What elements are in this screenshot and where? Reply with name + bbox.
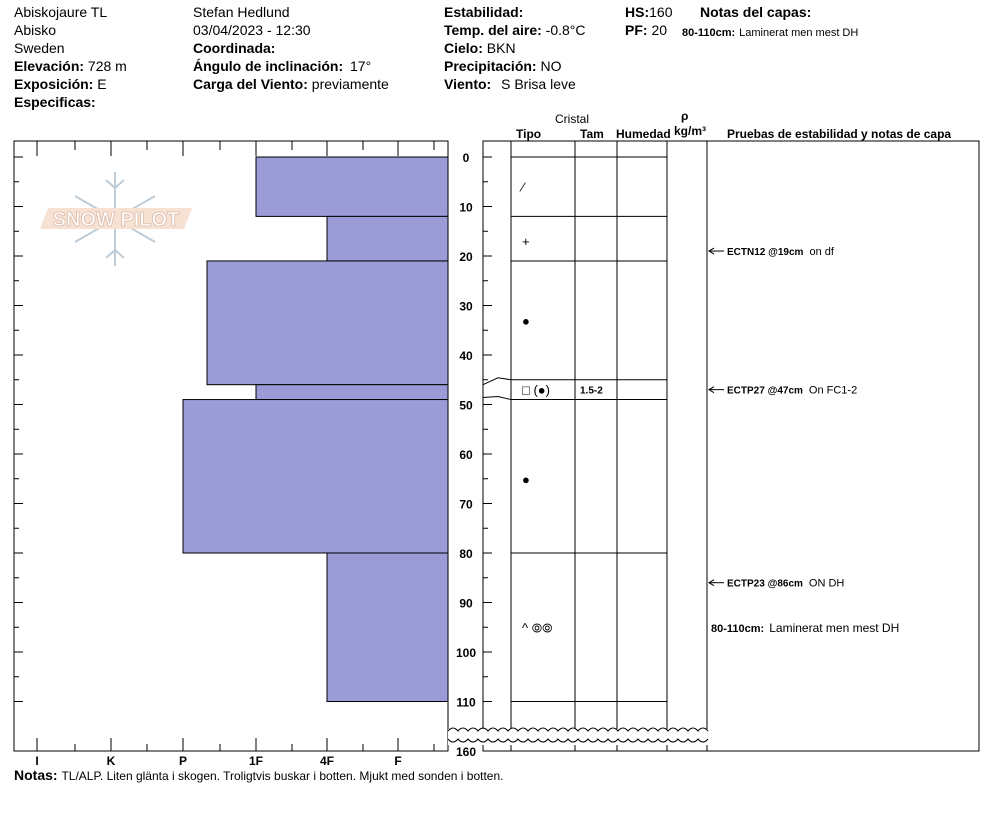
hardness-label-K: K [106,754,116,768]
hardness-label-I: I [35,754,39,768]
crystal-symbol-dh-5: ^ ⦾⦾ [522,620,553,636]
hardness-label-P: P [178,754,188,768]
pf-value: 20 [651,22,668,38]
layer-comment-range: 80-110cm: [711,623,765,636]
crystal-symbol-rg-4: ● [522,471,530,487]
hs-value: 160 [649,4,673,20]
hardness-bars [183,157,448,702]
precip-label: Precipitación: [444,58,537,74]
layer-note-text: Laminerat men mest DH [739,27,859,39]
test-label-2 [727,578,844,590]
hardness-label-4F: 4F [319,754,335,768]
airtemp-value: -0.8°C [545,22,586,38]
depth-label-0: 0 [462,151,470,165]
hardness-bar-5 [327,553,448,702]
hardness-bar-0 [256,157,448,216]
axis-break-marks [448,728,708,745]
test-label-0 [727,246,835,258]
notes-label: Notas: [14,767,58,783]
precip-value: NO [540,58,562,74]
crystal-size-3: 1.5-2 [580,385,603,397]
stability-tests [709,246,899,635]
hardness-label-1F: 1F [248,754,264,768]
wind-value: S Brisa leve [501,76,576,92]
notes-field [14,766,503,785]
depth-label-40: 40 [459,349,473,363]
test-code-2: ECTP23 @86cm [727,578,803,590]
windload-label: Carga del Viento: [193,76,308,92]
country-name: Sweden [14,40,65,56]
test-code-0: ECTN12 @19cm [727,247,804,259]
crystal-symbols [519,180,603,636]
aspect-value: E [97,76,107,92]
depth-label-160: 160 [455,745,477,759]
stability-label: Estabilidad: [444,4,524,20]
specifics-label: Especificas: [14,94,96,110]
hs-label: HS: [625,4,650,20]
hardness-bar-3 [256,385,448,400]
crystal-header: Cristal [555,112,590,126]
layer-comment-text: Laminerat men mest DH [769,621,900,636]
test-label-1 [727,385,857,397]
coordinate-label: Coordinada: [193,40,276,56]
area-name: Abisko [14,22,57,38]
crystal-symbol-rg-2: ● [522,313,530,329]
type-header: Tipo [516,127,542,141]
logo-text: SNOW PILOT [52,209,180,231]
layer-notes-label: Notas del capas: [700,4,812,20]
rho-header: ρ [681,109,689,123]
pf-label: PF: [625,22,648,38]
observer-name: Stefan Hedlund [193,4,290,20]
layer-comment [711,621,899,635]
test-comment-0: on df [809,246,834,259]
windload-value: previamente [311,76,389,92]
hardness-bar-4 [183,400,448,553]
depth-label-80: 80 [459,547,473,561]
site-name: Abiskojaure TL [14,4,108,20]
hardness-label-F: F [394,754,402,768]
density-unit-header: kg/m³ [674,124,707,138]
depth-label-60: 60 [459,448,473,462]
layer-connector-bottom [483,397,511,400]
slope-value: 17° [350,58,372,74]
test-comment-2: ON DH [808,577,845,590]
depth-label-100: 100 [455,646,477,660]
humidity-header: Humedad [616,127,671,141]
crystal-symbol-pp-1: + [522,234,530,250]
crystal-symbol-fc-3: □ (●) [522,382,550,398]
airtemp-label: Temp. del aire: [444,22,542,38]
hardness-bar-2 [207,261,448,385]
aspect-label: Exposición: [14,76,94,92]
hardness-bar-1 [327,216,448,261]
size-header: Tam [580,127,604,141]
test-comment-1: On FC1-2 [808,384,858,397]
crystal-symbol-df-0: ⁄ [522,179,525,195]
depth-label-10: 10 [459,200,473,215]
tests-header: Pruebas de estabilidad y notas de capa [727,127,952,141]
sky-label: Cielo: [444,40,483,56]
crystal-frame [483,141,979,751]
layer-note-range: 80-110cm: [682,27,736,39]
slope-label: Ángulo de inclinación: [193,58,344,74]
observation-datetime: 03/04/2023 - 12:30 [193,22,311,38]
depth-label-30: 30 [459,299,473,314]
notes-text: TL/ALP. Liten glänta i skogen. Troligtvis buskar i botten. Mjukt med sonden i botten. [61,769,504,783]
depth-label-70: 70 [459,497,473,512]
chart-frames [14,141,979,751]
depth-label-110: 110 [456,695,476,710]
depth-label-90: 90 [459,596,473,611]
depth-label-20: 20 [459,250,473,264]
snowpilot-logo-watermark [40,172,192,266]
wind-label: Viento: [444,76,492,92]
depth-label-50: 50 [459,398,473,413]
sky-value: BKN [486,40,516,56]
layer-connector-top [483,378,511,385]
elevation-label: Elevación: [14,58,85,74]
test-code-1: ECTP27 @47cm [727,385,803,397]
elevation-value: 728 m [87,58,127,74]
